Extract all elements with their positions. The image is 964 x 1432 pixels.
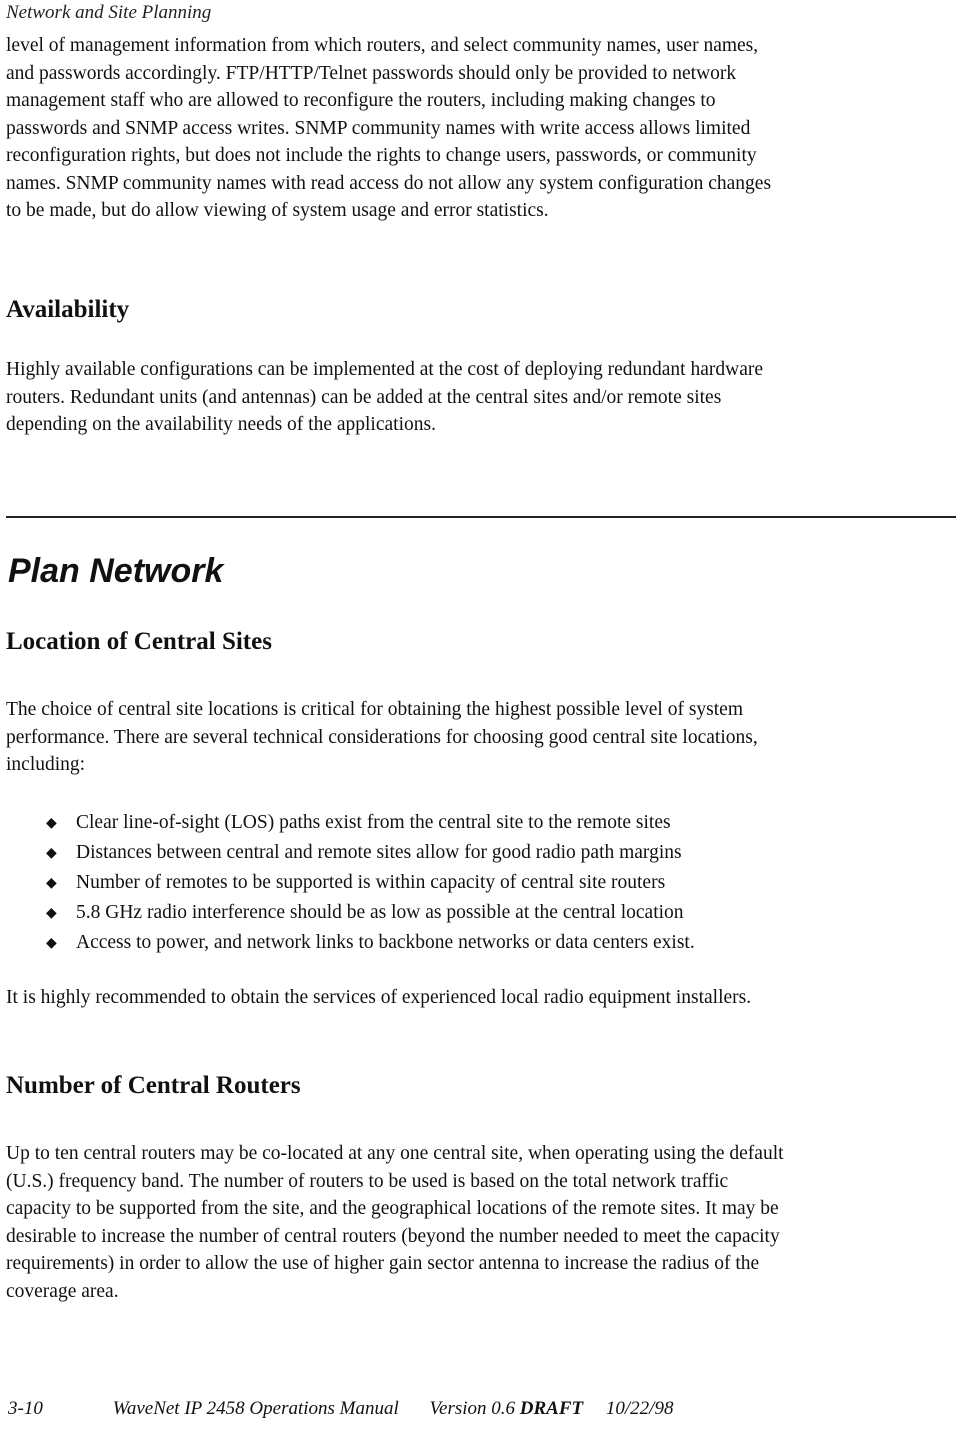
list-item-text: Distances between central and remote sites allow for good radio path margins bbox=[76, 842, 682, 863]
central-sites-line: The choice of central site locations is critical for obtaining the highest possible level of system bbox=[6, 699, 744, 720]
list-item bbox=[46, 898, 695, 928]
list-item-text: Number of remotes to be supported is within capacity of central site routers bbox=[76, 872, 666, 893]
diamond-bullet-icon: ◆ bbox=[46, 936, 57, 951]
list-item-text: Access to power, and network links to backbone networks or data centers exist. bbox=[76, 932, 695, 953]
central-routers-line: Up to ten central routers may be co-located at any one central site, when operating using the default bbox=[6, 1143, 784, 1164]
version-label: Version 0.6 bbox=[429, 1398, 516, 1419]
running-head: Network and Site Planning bbox=[6, 2, 212, 23]
diamond-bullet-icon: ◆ bbox=[46, 876, 57, 891]
installers-recommendation bbox=[6, 984, 751, 1012]
availability-paragraph bbox=[6, 356, 763, 439]
central-routers-paragraph bbox=[6, 1140, 784, 1305]
diamond-bullet-icon: ◆ bbox=[46, 846, 57, 861]
central-routers-line: coverage area. bbox=[6, 1280, 119, 1302]
central-sites-heading: Location of Central Sites bbox=[6, 628, 272, 655]
central-sites-paragraph bbox=[6, 696, 758, 779]
recommendation-line: It is highly recommended to obtain the services of experienced local radio equipment installers. bbox=[6, 987, 752, 1008]
central-routers-line: capacity to be supported from the site, and the geographical locations of the remote sites. It may be bbox=[6, 1198, 779, 1219]
manual-title: WaveNet IP 2458 Operations Manual bbox=[112, 1398, 399, 1419]
central-sites-line: performance. There are several technical considerations for choosing good central site locations, bbox=[6, 726, 758, 748]
central-routers-line: (U.S.) frequency band. The number of routers to be used is based on the total network traffic bbox=[6, 1170, 729, 1192]
page-footer bbox=[8, 1398, 673, 1420]
section-divider bbox=[6, 516, 956, 518]
list-item bbox=[46, 868, 695, 898]
central-routers-heading: Number of Central Routers bbox=[6, 1072, 301, 1099]
availability-heading: Availability bbox=[6, 296, 130, 323]
considerations-list bbox=[46, 808, 695, 958]
intro-line: names. SNMP community names with read access do not allow any system configuration changes bbox=[6, 172, 772, 194]
page-number: 3-10 bbox=[8, 1398, 43, 1419]
intro-line: passwords and SNMP access writes. SNMP community names with write access allows limited bbox=[6, 117, 751, 139]
intro-line: to be made, but do allow viewing of system usage and error statistics. bbox=[6, 200, 549, 221]
intro-line: reconfiguration rights, but does not include the rights to change users, passwords, or community bbox=[6, 145, 757, 166]
diamond-bullet-icon: ◆ bbox=[46, 906, 57, 921]
list-item bbox=[46, 928, 695, 958]
diamond-bullet-icon: ◆ bbox=[46, 816, 57, 831]
central-routers-line: requirements) in order to allow the use of higher gain sector antenna to increase the radius of the bbox=[6, 1253, 760, 1274]
availability-line: Highly available configurations can be implemented at the cost of deploying redundant hardware bbox=[6, 359, 763, 380]
plan-network-heading: Plan Network bbox=[8, 552, 224, 590]
footer-date: 10/22/98 bbox=[605, 1398, 674, 1419]
list-item bbox=[46, 808, 695, 838]
availability-line: depending on the availability needs of the applications. bbox=[6, 414, 436, 435]
intro-paragraph bbox=[6, 32, 771, 225]
intro-line: level of management information from which routers, and select community names, user names, bbox=[6, 35, 759, 56]
list-item bbox=[46, 838, 695, 868]
list-item-text: 5.8 GHz radio interference should be as low as possible at the central location bbox=[76, 902, 684, 923]
availability-line: routers. Redundant units (and antennas) can be added at the central sites and/or remote sites bbox=[6, 386, 722, 408]
central-sites-line: including: bbox=[6, 754, 86, 775]
intro-line: management staff who are allowed to reconfigure the routers, including making changes to bbox=[6, 90, 716, 111]
central-routers-line: desirable to increase the number of central routers (beyond the number needed to meet the capacity bbox=[6, 1225, 780, 1247]
draft-label: DRAFT bbox=[519, 1398, 584, 1419]
intro-line: and passwords accordingly. FTP/HTTP/Telnet passwords should only be provided to network bbox=[6, 62, 737, 84]
list-item-text: Clear line-of-sight (LOS) paths exist from the central site to the remote sites bbox=[76, 812, 671, 833]
